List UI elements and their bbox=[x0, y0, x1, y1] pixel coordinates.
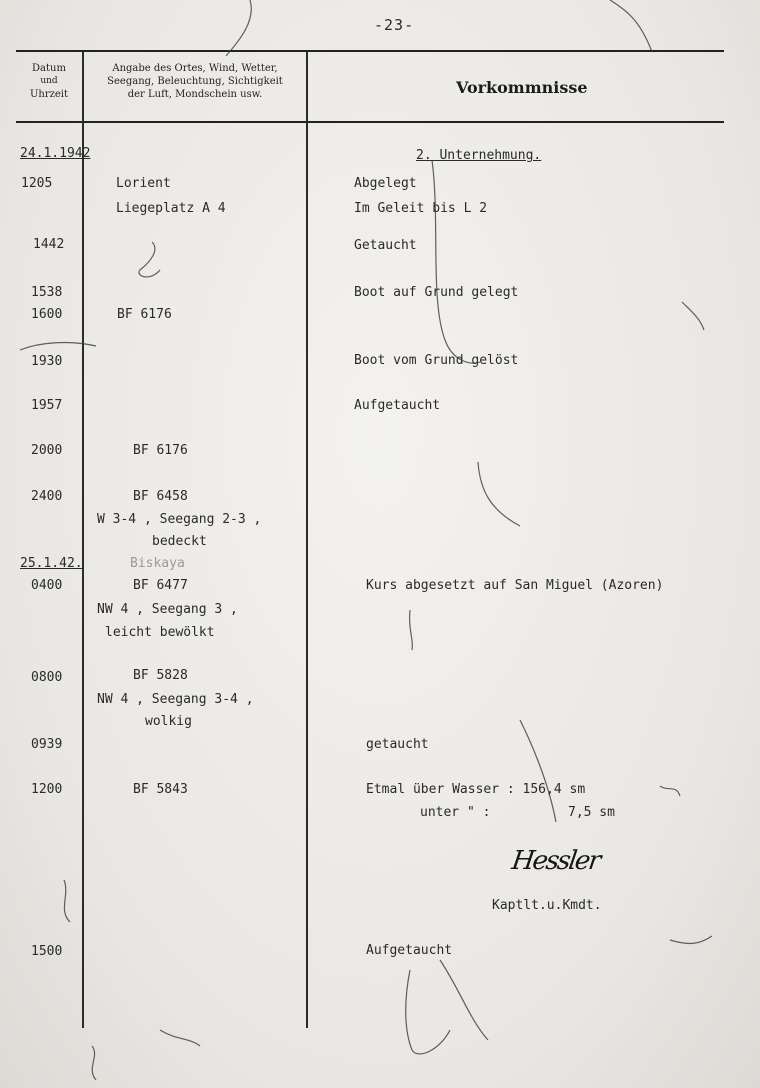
event-auf-grund: Boot auf Grund gelegt bbox=[354, 285, 519, 300]
etmal-unter-label: unter " : bbox=[420, 805, 491, 820]
hair-mark-12 bbox=[660, 786, 680, 796]
header-place-line2: Seegang, Beleuchtung, Sichtigkeit bbox=[107, 76, 283, 87]
header-date-line3: Uhrzeit bbox=[29, 89, 69, 100]
hair-mark-16 bbox=[160, 1030, 200, 1046]
place-bf-5843: BF 5843 bbox=[133, 782, 188, 797]
hair-mark-9 bbox=[92, 1046, 96, 1080]
area-biskaya: Biskaya bbox=[130, 556, 185, 571]
weather-0400-line2: leicht bewölkt bbox=[105, 625, 215, 640]
header-date-line1: Datum bbox=[32, 63, 66, 74]
hair-mark-13 bbox=[670, 936, 712, 943]
header-events-column: Vorkommnisse bbox=[456, 78, 588, 97]
hair-mark-8 bbox=[64, 880, 70, 922]
etmal-unter-value: 7,5 sm bbox=[568, 805, 615, 820]
hair-mark-14 bbox=[682, 302, 704, 330]
signature-title: Kaptlt.u.Kmdt. bbox=[492, 898, 602, 913]
event-abgelegt: Abgelegt bbox=[354, 176, 417, 191]
place-bf-6176-b: BF 6176 bbox=[133, 443, 188, 458]
header-date-line2: und bbox=[40, 76, 58, 86]
time-2000: 2000 bbox=[31, 443, 63, 458]
etmal-ueber-wasser: Etmal über Wasser : 156,4 sm bbox=[366, 782, 586, 797]
date-25-1-42: 25.1.42. bbox=[20, 556, 83, 571]
commander-signature: Hessler bbox=[509, 846, 601, 876]
hair-mark-4 bbox=[478, 462, 520, 526]
place-bf-5828: BF 5828 bbox=[133, 668, 188, 683]
time-0939: 0939 bbox=[31, 737, 63, 752]
hair-mark-15 bbox=[20, 343, 96, 350]
page-number: -23- bbox=[374, 16, 415, 34]
weather-2400-line1: W 3-4 , Seegang 2-3 , bbox=[97, 512, 262, 527]
weather-0400-line1: NW 4 , Seegang 3 , bbox=[97, 602, 238, 617]
time-2400: 2400 bbox=[31, 489, 63, 504]
operation-title: 2. Unternehmung. bbox=[416, 148, 542, 163]
date-24-1-1942: 24.1.1942 bbox=[20, 146, 91, 161]
hair-mark-2 bbox=[432, 160, 480, 363]
hair-mark-6 bbox=[406, 970, 450, 1054]
hair-mark-11 bbox=[226, 0, 251, 56]
hair-mark-1 bbox=[139, 242, 160, 277]
place-bf-6458: BF 6458 bbox=[133, 489, 188, 504]
time-1957: 1957 bbox=[31, 398, 63, 413]
event-geleit: Im Geleit bis L 2 bbox=[354, 201, 488, 216]
hair-mark-5 bbox=[410, 610, 413, 650]
place-bf-6176-a: BF 6176 bbox=[117, 307, 172, 322]
weather-2400-line2: bedeckt bbox=[152, 534, 207, 549]
time-0800: 0800 bbox=[31, 670, 63, 685]
place-bf-6477: BF 6477 bbox=[133, 578, 188, 593]
hair-mark-3 bbox=[520, 720, 556, 822]
hair-mark-10 bbox=[610, 0, 652, 52]
event-aufgetaucht-1957: Aufgetaucht bbox=[354, 398, 441, 413]
header-place-line3: der Luft, Mondschein usw. bbox=[127, 89, 263, 100]
time-1442: 1442 bbox=[33, 237, 65, 252]
place-lorient: Lorient bbox=[116, 176, 171, 191]
weather-0800-line2: wolkig bbox=[145, 714, 192, 729]
event-kurs-azoren: Kurs abgesetzt auf San Miguel (Azoren) bbox=[366, 578, 664, 593]
header-place-line1: Angabe des Ortes, Wind, Wetter, bbox=[112, 63, 278, 74]
weather-0800-line1: NW 4 , Seegang 3-4 , bbox=[97, 692, 254, 707]
hair-mark-7 bbox=[440, 960, 488, 1040]
time-1538: 1538 bbox=[31, 285, 63, 300]
event-grund-geloest: Boot vom Grund gelöst bbox=[354, 353, 519, 368]
time-1205: 1205 bbox=[21, 176, 53, 191]
time-1600: 1600 bbox=[31, 307, 63, 322]
place-liegeplatz: Liegeplatz A 4 bbox=[116, 201, 226, 216]
event-getaucht-0939: getaucht bbox=[366, 737, 429, 752]
event-getaucht-1442: Getaucht bbox=[354, 238, 417, 253]
time-1500: 1500 bbox=[31, 944, 63, 959]
time-0400: 0400 bbox=[31, 578, 63, 593]
time-1200: 1200 bbox=[31, 782, 63, 797]
event-aufgetaucht-1500: Aufgetaucht bbox=[366, 943, 453, 958]
time-1930: 1930 bbox=[31, 354, 63, 369]
